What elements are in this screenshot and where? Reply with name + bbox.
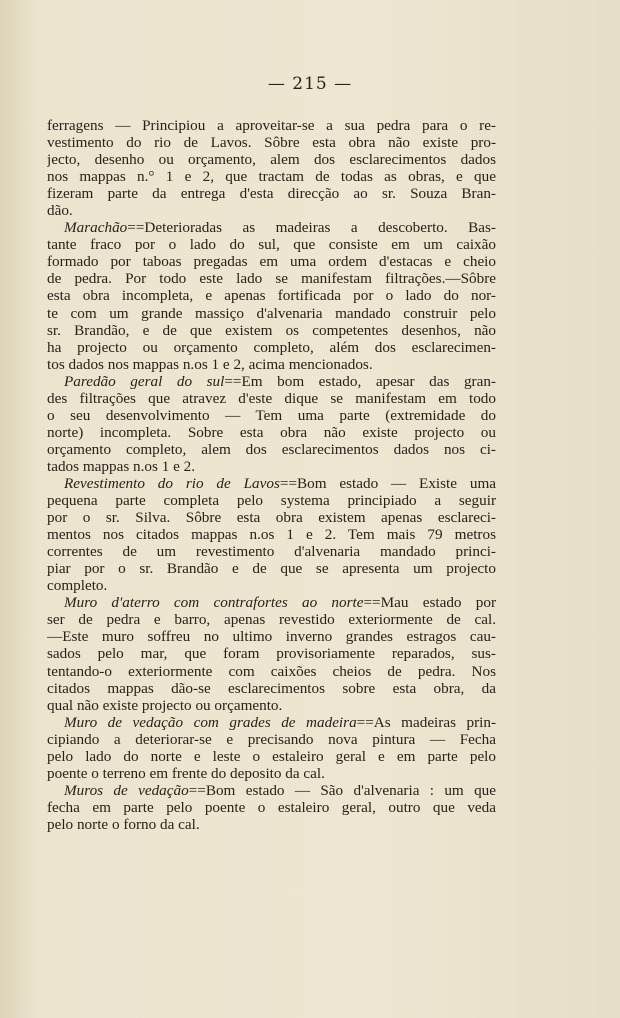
- text-line: [47, 287, 496, 304]
- text-line: [47, 475, 496, 492]
- line-text: te com um grande massiço d'alvenaria mandado construir pelo: [47, 304, 496, 322]
- line-text: tados mappas n.os 1 e 2.: [47, 457, 196, 475]
- text-line: [47, 236, 496, 253]
- line-text: ==As madeiras prin-: [356, 713, 496, 731]
- line-text: tentando-o exteriormente com caixões cheios de pedra. Nos: [47, 662, 496, 680]
- text-line: [47, 526, 496, 543]
- text-line: [47, 543, 496, 560]
- line-text: nos mappas n.° 1 e 2, que tractam de todas as obras, e que: [47, 168, 496, 186]
- text-line: [47, 151, 496, 168]
- line-text: cipiando a deteriorar-se e precisando nova pintura — Fecha: [47, 730, 496, 748]
- text-line: [47, 714, 496, 731]
- text-line: [47, 407, 496, 424]
- text-line: [47, 645, 496, 662]
- line-text: sados pelo mar, que foram provisoriamente reparados, sus-: [47, 645, 496, 663]
- section-heading: Paredão geral do sul: [64, 372, 225, 390]
- line-text: piar por o sr. Brandão e de que se apresenta um projecto: [47, 560, 496, 578]
- text-line: [47, 322, 496, 339]
- paragraph: [47, 594, 496, 713]
- paragraph: [47, 219, 496, 372]
- paragraph: [47, 373, 496, 475]
- section-heading: Revestimento do rio de Lavos: [64, 474, 280, 492]
- text-line: [47, 765, 496, 782]
- line-text: norte) incompleta. Sobre esta obra não existe projecto ou: [47, 423, 496, 441]
- line-text: o seu desenvolvimento — Tem uma parte (extremidade do: [47, 406, 496, 424]
- line-text: ==Bom estado — São d'alvenaria : um que: [188, 781, 496, 799]
- line-text: correntes de um revestimento d'alvenaria mandado princi-: [47, 543, 496, 561]
- line-text: por o sr. Silva. Sôbre esta obra existem apenas esclareci-: [47, 509, 496, 527]
- line-text: pelo lado do norte e leste o estaleiro geral e em parte pelo: [47, 747, 496, 765]
- text-line: [47, 611, 496, 628]
- line-text: ser de pedra e barro, apenas revestido exteriormente de cal.: [47, 611, 496, 629]
- line-text: vestimento do rio de Lavos. Sôbre esta obra não existe pro-: [47, 134, 496, 152]
- text-line: [47, 458, 496, 475]
- line-text: tos dados nos mappas n.os 1 e 2, acima mencionados.: [47, 355, 373, 373]
- text-line: [47, 560, 496, 577]
- line-text: des filtrações que atravez d'este dique se manifestam em todo: [47, 389, 496, 407]
- line-text: qual não existe projecto ou orçamento.: [47, 696, 283, 714]
- line-text: jecto, desenho ou orçamento, alem dos esclarecimentos dados: [47, 151, 496, 169]
- text-line: [47, 782, 496, 799]
- page-number: — 215 —: [267, 74, 353, 94]
- line-text: completo.: [47, 577, 108, 595]
- paragraph: [47, 714, 496, 782]
- text-line: [47, 253, 496, 270]
- paragraph: [47, 475, 496, 594]
- text-line: [47, 339, 496, 356]
- text-line: [47, 390, 496, 407]
- text-line: [47, 577, 496, 594]
- line-text: esta obra incompleta, e apenas fortificada por o lado do nor-: [47, 287, 496, 305]
- section-heading: Muro de vedação com grades de madeira: [64, 713, 357, 731]
- section-heading: Muro d'aterro com contrafortes ao norte: [64, 594, 364, 612]
- paragraph: [47, 782, 496, 833]
- text-line: [47, 305, 496, 322]
- text-line: [47, 816, 496, 833]
- line-text: ferragens — Principiou a aproveitar-se a sua pedra para o re-: [47, 117, 496, 134]
- text-line: [47, 509, 496, 526]
- text-line: [47, 356, 496, 373]
- line-text: sr. Brandão, e de que existem os competentes desenhos, não: [47, 321, 496, 339]
- text-line: [47, 185, 496, 202]
- text-line: [47, 663, 496, 680]
- text-line: [47, 680, 496, 697]
- line-text: fecha em parte pelo poente o estaleiro geral, outro que veda: [47, 798, 496, 816]
- text-line: [47, 424, 496, 441]
- text-line: [47, 117, 496, 134]
- text-line: [47, 270, 496, 287]
- line-text: —Este muro soffreu no ultimo inverno grandes estragos cau-: [47, 628, 496, 646]
- text-line: [47, 594, 496, 611]
- paragraph: [47, 117, 496, 219]
- line-text: tante fraco por o lado do sul, que consiste em um caixão: [47, 236, 496, 254]
- line-text: ha projecto ou orçamento completo, além dos esclarecimen-: [47, 338, 496, 356]
- text-line: [47, 628, 496, 645]
- line-text: dão.: [47, 202, 73, 220]
- line-text: ==Mau estado por: [363, 594, 496, 612]
- text-line: [47, 799, 496, 816]
- text-line: [47, 441, 496, 458]
- section-heading: Muros de vedação: [64, 781, 189, 799]
- text-line: [47, 748, 496, 765]
- text-line: [47, 373, 496, 390]
- text-line: [47, 202, 496, 219]
- line-text: pelo norte o forno da cal.: [47, 815, 200, 833]
- text-line: [47, 731, 496, 748]
- line-text: poente o terreno em frente do deposito da cal.: [47, 764, 325, 782]
- line-text: formado por taboas pregadas em uma ordem d'estacas e cheio: [47, 253, 496, 271]
- line-text: citados mappas dão-se esclarecimentos sobre esta obra, da: [47, 679, 496, 697]
- text-line: [47, 697, 496, 714]
- line-text: ==Bom estado — Existe uma: [279, 474, 496, 492]
- body-text: [47, 117, 496, 833]
- line-text: ==Deterioradas as madeiras a descoberto. Bas-: [127, 219, 496, 237]
- line-text: ==Em bom estado, apesar das gran-: [224, 372, 496, 390]
- line-text: mentos nos citados mappas n.os 1 e 2. Tem mais 79 metros: [47, 526, 496, 544]
- text-line: [47, 492, 496, 509]
- section-heading: Marachão: [64, 219, 128, 237]
- line-text: fizeram parte da entrega d'esta direcção ao sr. Souza Bran-: [47, 185, 496, 203]
- line-text: de pedra. Por todo este lado se manifestam filtrações.—Sôbre: [47, 270, 496, 288]
- line-text: pequena parte completa pelo systema principiado a seguir: [47, 492, 496, 510]
- text-line: [47, 219, 496, 236]
- text-line: [47, 168, 496, 185]
- line-text: orçamento completo, alem dos esclarecimentos dados nos ci-: [47, 440, 496, 458]
- text-line: [47, 134, 496, 151]
